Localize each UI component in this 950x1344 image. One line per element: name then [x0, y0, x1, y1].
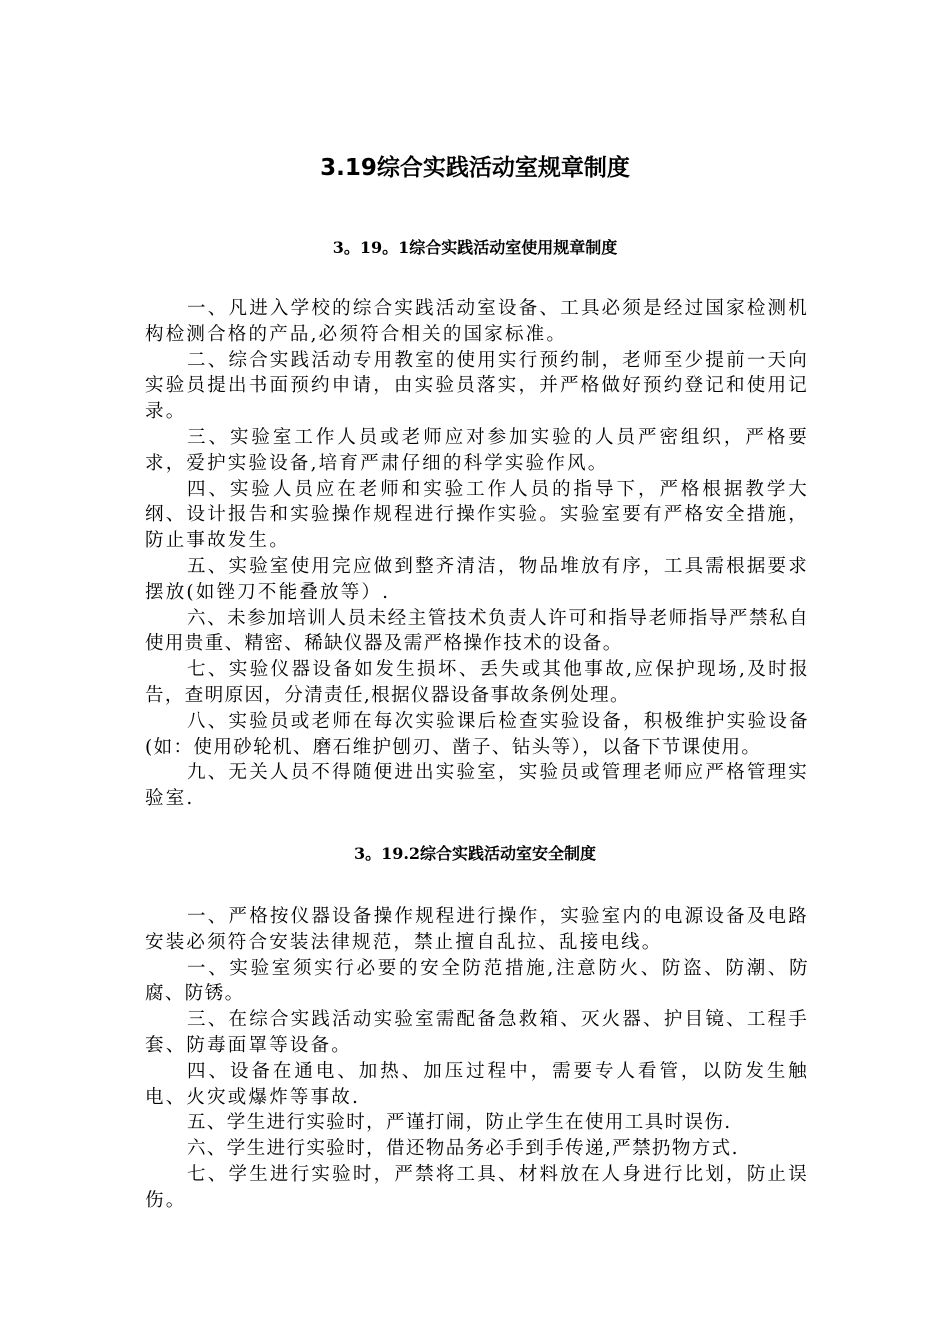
rule-paragraph: 一、实验室须实行必要的安全防范措施,注意防火、防盗、防潮、防腐、防锈。 — [145, 957, 809, 1005]
rule-paragraph: 六、学生进行实验时，借还物品务必手到手传递,严禁扔物方式. — [187, 1138, 739, 1160]
rule-paragraph: 四、实验人员应在老师和实验工作人员的指导下，严格根据教学大纲、设计报告和实验操作规程进行操作实验。实验室要有严格安全措施，防止事故发生。 — [145, 478, 809, 552]
rule-paragraph: 五、学生进行实验时，严谨打闹，防止学生在使用工具时误伤. — [187, 1112, 732, 1134]
rule-paragraph: 七、学生进行实验时，严禁将工具、材料放在人身进行比划，防止误伤。 — [145, 1163, 809, 1211]
rule-paragraph: 四、设备在通电、加热、加压过程中，需要专人看管，以防发生触电、火灾或爆炸等事故. — [145, 1060, 809, 1108]
section-heading-usage-rules: 3。19。1综合实践活动室使用规章制度 — [332, 238, 618, 257]
section-heading-safety-rules: 3。19.2综合实践活动室安全制度 — [353, 844, 597, 863]
rule-paragraph: 五、实验室使用完应做到整齐清洁，物品堆放有序，工具需根据要求摆放(如锉刀不能叠放等）. — [145, 555, 809, 603]
rule-paragraph: 三、实验室工作人员或老师应对参加实验的人员严密组织，严格要求，爱护实验设备,培育严肃仔细的科学实验作风。 — [145, 426, 809, 474]
rule-paragraph: 二、综合实践活动专用教室的使用实行预约制，老师至少提前一天向实验员提出书面预约申请，由实验员落实，并严格做好预约登记和使用记录。 — [145, 349, 809, 423]
rule-paragraph: 九、无关人员不得随便进出实验室，实验员或管理老师应严格管理实验室. — [145, 762, 809, 810]
rule-paragraph: 六、未参加培训人员未经主管技术负责人许可和指导老师指导严禁私自使用贵重、精密、稀缺仪器及需严格操作技术的设备。 — [145, 607, 809, 655]
rule-paragraph: 一、凡进入学校的综合实践活动室设备、工具必须是经过国家检测机构检测合格的产品,必须符合相关的国家标准。 — [145, 298, 809, 345]
document-title: 3.19综合实践活动室规章制度 — [320, 155, 630, 181]
rule-paragraph: 一、严格按仪器设备操作规程进行操作，实验室内的电源设备及电路安装必须符合安装法律规范，禁止擅自乱拉、乱接电线。 — [145, 906, 809, 953]
rule-paragraph: 三、在综合实践活动实验室需配备急救箱、灭火器、护目镜、工程手套、防毒面罩等设备。 — [145, 1009, 809, 1056]
rule-paragraph: 七、实验仪器设备如发生损坏、丢失或其他事故,应保护现场,及时报告，查明原因，分清责任,根据仪器设备事故条例处理。 — [145, 659, 809, 706]
section-body-usage-rules — [145, 296, 809, 812]
rule-paragraph: 八、实验员或老师在每次实验课后检查实验设备，积极维护实验设备(如：使用砂轮机、磨石维护刨刃、凿子、钻头等），以备下节课使用。 — [145, 710, 809, 758]
section-body-safety-rules — [145, 904, 809, 1214]
